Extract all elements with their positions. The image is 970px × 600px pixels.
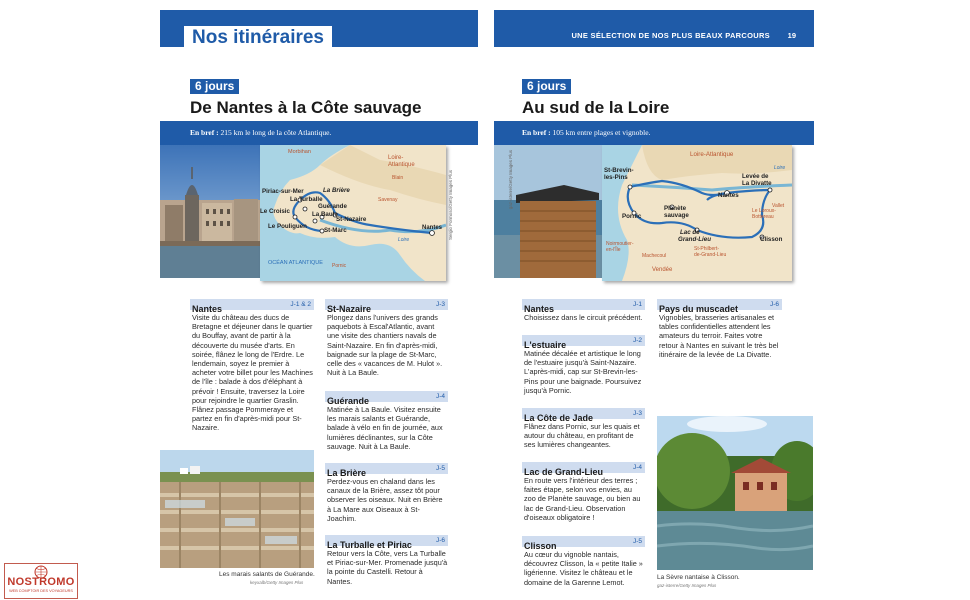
stop-la-briere bbox=[325, 463, 448, 523]
clisson-credit: gaz-isterre/Getty Images Plus bbox=[657, 583, 717, 588]
summary-text: 215 km le long de la côte Atlantique. bbox=[218, 128, 332, 137]
stop-clisson bbox=[522, 536, 645, 587]
stop-description: Plongez dans l'univers des grands paquebots à Escal'Atlantic, avant une visite des chantiers navals de Saint-Nazaire. En fin d'après-midi, baignade sur la plage de St-Marc, celle des « vacances de M. Hulot ». Nuit à La Baule. bbox=[327, 313, 443, 378]
map-label-ocean: OCÉAN ATLANTIQUE bbox=[268, 260, 323, 266]
stop-day: J-6 bbox=[769, 301, 779, 308]
map-label-lac-1: Lac de bbox=[680, 229, 700, 236]
stop-name: La Côte de Jade bbox=[524, 413, 594, 423]
map-label-st-nazaire: St-Nazaire bbox=[336, 216, 367, 223]
summary-label: En bref : bbox=[190, 128, 219, 137]
map-label-briere: La Brière bbox=[323, 187, 350, 194]
map-label-morbihan: Morbihan bbox=[288, 149, 311, 155]
salt-marsh-photo bbox=[160, 450, 314, 568]
stop-description: Perdez-vous en chaland dans les canaux de la Brière, assez tôt pour observer les oiseaux. Nuit en Brière à La Mare aux Oiseaux à St-Joachim. bbox=[327, 477, 443, 523]
stop-name: Nantes bbox=[524, 304, 555, 314]
stop-description: Visite du château des ducs de Bretagne et déjeuner dans le quartier du Bouffay, avant de partir à la découverte du musée d'arts. En soirée, flânez le long de l'Erdre. Le lendemain, soyez le premier à acheter votre billet pour les Machines de l'île : balade à dos d'éléphant à prévoir ! Ensuite, traversez la Loire pour rejoindre le quartier Graslin. Flânez passage Pommeraye et partez en fin d'après-midi pour St-Nazaire. bbox=[192, 313, 313, 433]
stop-day: J-1 bbox=[632, 301, 642, 308]
map-label-loire-river: Loire bbox=[398, 237, 410, 243]
stop-header bbox=[657, 299, 782, 314]
map-label-pornic: Pornic bbox=[622, 213, 642, 220]
map-label-st-marc: St-Marc bbox=[324, 227, 347, 234]
map-label-st-philbert-1: St-Philbert- bbox=[694, 246, 720, 252]
stop-day: J-3 bbox=[632, 410, 642, 417]
map-label-pouliguen: Le Pouliguen bbox=[268, 223, 307, 230]
route-title: Au sud de la Loire bbox=[522, 98, 670, 117]
stop-header bbox=[522, 299, 645, 314]
map-label-vendee: Vendée bbox=[652, 267, 673, 273]
stop-header bbox=[522, 462, 645, 477]
map-label-loire-river: Loire bbox=[774, 165, 786, 171]
clisson-river-photo bbox=[657, 416, 813, 570]
stop-day: J-5 bbox=[632, 538, 642, 545]
map-label-noirmoutier-1: Noirmoutier- bbox=[606, 241, 634, 247]
stop-cote-de-jade bbox=[522, 408, 645, 450]
stop-description: Au cœur du vignoble nantais, découvrez Clisson, la « petite Italie » ligérienne. Visitez le château et le domaine de la Garenne Lemot. bbox=[524, 550, 643, 587]
stop-description: Retour vers la Côte, vers La Turballe et Piriac-sur-Mer. Promenade jusqu'à la pointe du Castelli. Retour à Nantes. bbox=[327, 549, 448, 586]
stop-name: Lac de Grand-Lieu bbox=[524, 467, 604, 477]
map-label-turballe: La Turballe bbox=[290, 196, 323, 203]
map-label-croisic: Le Croisic bbox=[260, 208, 290, 215]
map-label-nantes: Nantes bbox=[718, 192, 739, 199]
stop-day: J-6 bbox=[435, 537, 445, 544]
clisson-caption: La Sèvre nantaise à Clisson. bbox=[657, 574, 740, 581]
stop-nantes bbox=[190, 299, 314, 433]
salt-marsh-credit: keyxalb/Getty Images Plus bbox=[250, 580, 304, 585]
stop-nantes bbox=[522, 299, 645, 322]
summary-label: En bref : bbox=[522, 128, 551, 137]
stop-name: La Brière bbox=[327, 468, 367, 478]
map-label-nantes: Nantes bbox=[422, 225, 443, 231]
stop-day: J-5 bbox=[435, 465, 445, 472]
stop-name: La Turballe et Piriac bbox=[327, 540, 412, 550]
logo-wordmark: NOSTROMO bbox=[7, 576, 75, 588]
stop-description: Matinée décalée et artistique le long de l'estuaire jusqu'à Saint-Nazaire. L'après-midi, cap sur St-Brevin-les-Pins pour une baignade. Poursuivez jusqu'à Pornic. bbox=[524, 349, 642, 395]
stop-day: J-4 bbox=[632, 464, 642, 471]
stop-header bbox=[325, 535, 448, 550]
stop-header bbox=[325, 463, 448, 478]
stop-day: J-2 bbox=[632, 337, 642, 344]
summary-text: 105 km entre plages et vignoble. bbox=[550, 128, 651, 137]
map-photo-credit: Sergio Formoso/Getty Images Plus bbox=[448, 170, 453, 241]
stop-description: Choisissez dans le circuit précédent. bbox=[524, 313, 643, 322]
summary-bar bbox=[494, 121, 814, 145]
route-title: De Nantes à la Côte sauvage bbox=[190, 98, 422, 117]
map-label-lac-2: Grand-Lieu bbox=[678, 236, 712, 243]
stop-day: J-3 bbox=[435, 301, 445, 308]
stop-name: St-Nazaire bbox=[327, 304, 372, 314]
map-label-levee-1: Levée de bbox=[742, 173, 769, 180]
running-head: UNE SÉLECTION DE NOS PLUS BEAUX PARCOURS bbox=[571, 31, 770, 40]
map-label-loire-atlantique-2: Atlantique bbox=[388, 162, 415, 168]
map-label-loire-atlantique-1: Loire- bbox=[388, 155, 404, 161]
stop-description: Flânez dans Pornic, sur les quais et autour du château, en profitant de ses lumières changeantes. bbox=[524, 422, 640, 450]
stop-header bbox=[325, 299, 448, 314]
map-label-guerande: Guérande bbox=[318, 203, 347, 210]
route-map-sud-loire bbox=[602, 145, 792, 281]
map-label-loroux-2: Bottereau bbox=[752, 214, 774, 220]
map-label-loire-atlantique: Loire-Atlantique bbox=[690, 151, 734, 158]
map-label-savenay: Savenay bbox=[378, 197, 398, 203]
stop-turballe-piriac bbox=[325, 535, 448, 586]
stop-header bbox=[325, 391, 448, 406]
stop-header bbox=[522, 335, 645, 350]
nantes-city-photo bbox=[160, 145, 260, 278]
salt-marsh-caption: Les marais salants de Guérande. bbox=[219, 571, 315, 578]
stop-pays-du-muscadet bbox=[657, 299, 782, 359]
map-label-pornic: Pornic bbox=[332, 263, 347, 269]
stop-guerande bbox=[325, 391, 448, 451]
stop-day: J-1 & 2 bbox=[290, 301, 311, 308]
stop-day: J-4 bbox=[435, 393, 445, 400]
stop-name: Clisson bbox=[524, 541, 557, 551]
summary-bar bbox=[160, 121, 478, 145]
stop-st-nazaire bbox=[325, 299, 448, 377]
left-page bbox=[160, 0, 478, 600]
map-label-vallet: Vallet bbox=[772, 203, 785, 209]
page-number: 19 bbox=[787, 31, 796, 40]
nostromo-logo bbox=[4, 563, 78, 599]
duration-badge: 6 jours bbox=[522, 79, 571, 94]
hut-photo-credit: gaz-isterre/Getty Images Plus bbox=[508, 150, 513, 210]
stop-lac-grand-lieu bbox=[522, 462, 645, 522]
stop-name: Pays du muscadet bbox=[659, 304, 739, 314]
stop-estuaire bbox=[522, 335, 645, 395]
stop-header bbox=[190, 299, 314, 314]
duration-badge: 6 jours bbox=[190, 79, 239, 94]
map-label-loroux-1: Le Loroux- bbox=[752, 208, 776, 214]
map-label-blain: Blain bbox=[392, 175, 404, 181]
map-label-st-philbert-2: de-Grand-Lieu bbox=[694, 252, 727, 258]
route-map-nantes-cote-sauvage bbox=[260, 145, 446, 281]
right-page bbox=[494, 0, 814, 600]
map-label-levee-2: La Divatte bbox=[742, 180, 772, 187]
stop-name: Nantes bbox=[192, 304, 223, 314]
map-label-st-brevin-2: les-Pins bbox=[604, 174, 628, 181]
stop-description: En route vers l'intérieur des terres ; faites étape, selon vos envies, au zoo de Planète sauvage, ou bien au lac de Grand-Lieu. Observation d'oiseaux obligatoire ! bbox=[524, 476, 641, 522]
map-label-st-brevin-1: St-Brevin- bbox=[604, 167, 634, 174]
logo-tagline: WEB COMPTOIR DES VOYAGEURS bbox=[9, 589, 73, 593]
stop-description: Vignobles, brasseries artisanales et tables confidentielles attendent les amateurs du terroir. Faites votre retour à Nantes en suivant le très bel itinéraire de la levée de La Divatte. bbox=[659, 313, 779, 359]
map-label-piriac: Piriac-sur-Mer bbox=[262, 188, 304, 195]
map-label-baule: La Baule bbox=[312, 211, 338, 218]
map-label-planete-2: sauvage bbox=[664, 212, 689, 219]
section-title: Nos itinéraires bbox=[184, 26, 332, 48]
right-header-bar bbox=[494, 10, 814, 47]
stop-header bbox=[522, 536, 645, 551]
stop-description: Matinée à La Baule. Visitez ensuite les marais salants et Guérande, balade à vélo en fin de journée, aux lumières déclinantes, sur la Côte sauvage. Nuit à La Baule. bbox=[327, 405, 443, 451]
map-label-planete-1: Planète bbox=[664, 205, 687, 212]
stop-header bbox=[522, 408, 645, 423]
map-label-machecoul: Machecoul bbox=[642, 253, 667, 259]
map-label-noirmoutier-2: en-l'Île bbox=[606, 247, 621, 253]
map-label-clisson: Clisson bbox=[760, 236, 783, 243]
stop-name: Guérande bbox=[327, 396, 370, 406]
stop-name: L'estuaire bbox=[524, 340, 567, 350]
